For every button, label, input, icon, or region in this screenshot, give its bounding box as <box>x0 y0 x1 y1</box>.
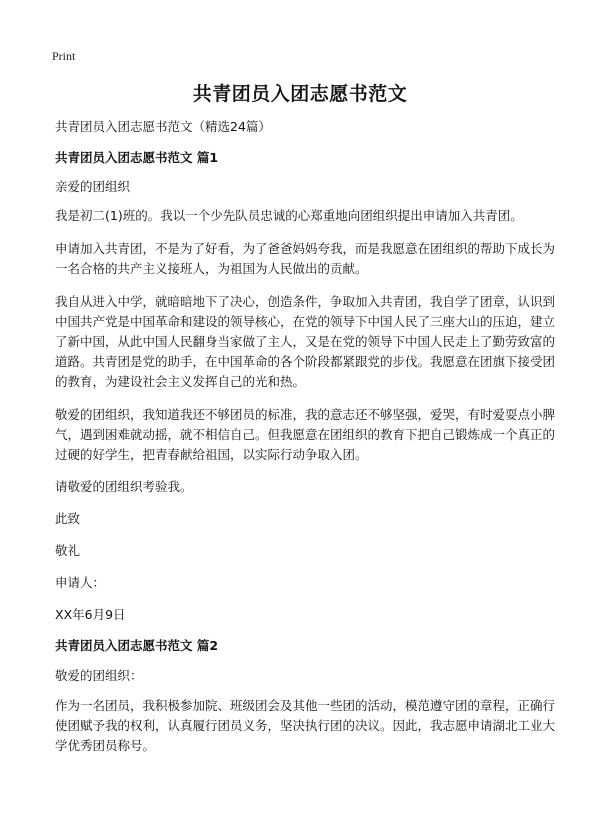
greeting-1: 亲爱的团组织 <box>55 179 131 194</box>
applicant-label: 申请人： <box>55 575 106 590</box>
paragraph: 请敬爱的团组织考验我。 <box>55 479 193 494</box>
paragraph: 我自从进入中学，就暗暗地下了决心，创造条件，争取加入共青团，我自学了团章，认识到中国共产党是中国革命和建设的领导核心，在党的领导下中国人民了三座大山的压迫，建立了新中国，从此中国人民翻身当家做了主人，又是在党的领导下中国人民走上了勤劳致富的道路。共青团是党的助手，在中国革命的各个阶段都紧跟党的步伐。我愿意在团旗下接受团的教育，为建设社会主义发挥自己的光和热。 <box>55 294 556 389</box>
closing-line: 敬礼 <box>55 543 81 558</box>
section-heading-1: 共青团员入团志愿书范文 篇1 <box>55 150 219 165</box>
paragraph: 敬爱的团组织，我知道我还不够团员的标准，我的意志还不够坚强，爱哭，有时爱耍点小脾气，遇到困难就动摇，就不相信自己。但我愿意在团组织的教育下把自己锻炼成一个真正的过硬的好学生，把青春献给祖国，以实际行动争取入团。 <box>55 407 556 462</box>
document-subtitle: 共青团员入团志愿书范文（精选24篇） <box>55 119 271 134</box>
greeting-2: 敬爱的团组织： <box>55 668 143 683</box>
section-heading-2: 共青团员入团志愿书范文 篇2 <box>55 638 219 653</box>
paragraph: 申请加入共青团，不是为了好看，为了爸爸妈妈夸我，而是我愿意在团组织的帮助下成长为一名合格的共产主义接班人，为祖国为人民做出的贡献。 <box>55 241 556 276</box>
date-line: XX年6月9日 <box>55 607 126 622</box>
closing-line: 此致 <box>55 511 81 526</box>
document-title: 共青团员入团志愿书范文 <box>192 83 408 105</box>
print-link[interactable]: Print <box>52 49 76 63</box>
document-body <box>55 117 555 756</box>
paragraph: 我是初二(1)班的。我以一个少先队员忠诚的心郑重地向团组织提出申请加入共青团。 <box>55 208 523 223</box>
paragraph: 作为一名团员，我积极参加院、班级团会及其他一些团的活动，模范遵守团的章程，正确行使团赋予我的权利，认真履行团员义务，坚决执行团的决议。因此，我志愿申请湖北工业大学优秀团员称号。 <box>55 698 556 753</box>
